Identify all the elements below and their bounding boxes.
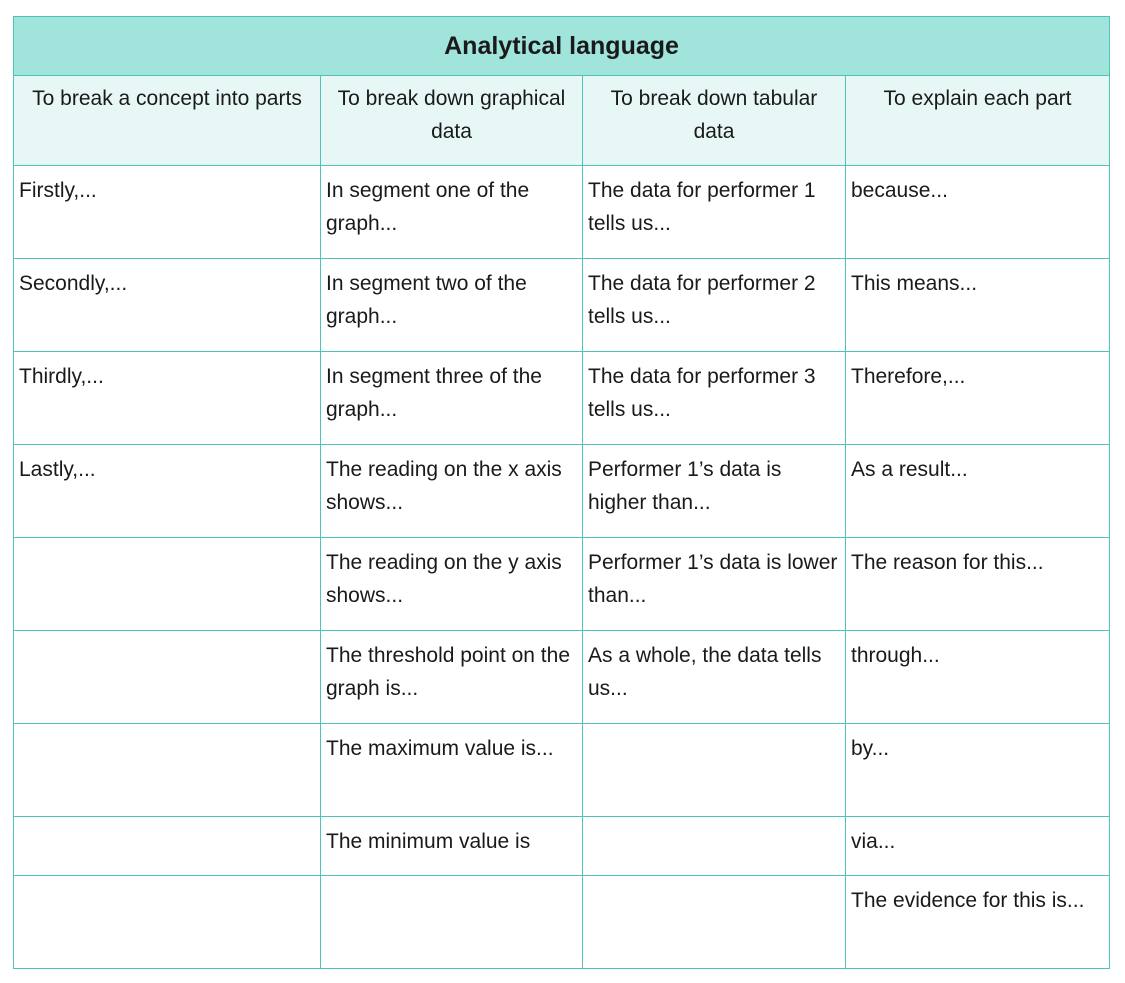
table-cell: Secondly,... bbox=[14, 259, 321, 352]
table-cell: because... bbox=[846, 166, 1110, 259]
table-cell: The reading on the y axis shows... bbox=[321, 538, 583, 631]
table-cell: through... bbox=[846, 631, 1110, 724]
table-cell: The minimum value is bbox=[321, 817, 583, 876]
table-cell: Performer 1’s data is higher than... bbox=[583, 445, 846, 538]
table-cell: The data for performer 2 tells us... bbox=[583, 259, 846, 352]
column-header: To break down graphical data bbox=[321, 76, 583, 166]
table-cell: Lastly,... bbox=[14, 445, 321, 538]
table-cell bbox=[14, 876, 321, 969]
table-cell: In segment two of the graph... bbox=[321, 259, 583, 352]
table-cell: In segment one of the graph... bbox=[321, 166, 583, 259]
table-row bbox=[14, 259, 1110, 352]
table-cell: The reading on the x axis shows... bbox=[321, 445, 583, 538]
table-cell bbox=[583, 724, 846, 817]
table-row bbox=[14, 538, 1110, 631]
table-cell: As a whole, the data tells us... bbox=[583, 631, 846, 724]
table-cell bbox=[14, 817, 321, 876]
column-header: To break down tabular data bbox=[583, 76, 846, 166]
table-cell: by... bbox=[846, 724, 1110, 817]
table-cell: Firstly,... bbox=[14, 166, 321, 259]
header-row bbox=[14, 76, 1110, 166]
column-header: To explain each part bbox=[846, 76, 1110, 166]
table-cell: Thirdly,... bbox=[14, 352, 321, 445]
table-cell bbox=[14, 724, 321, 817]
table-cell: As a result... bbox=[846, 445, 1110, 538]
table-cell bbox=[321, 876, 583, 969]
table-row bbox=[14, 166, 1110, 259]
table-cell: Therefore,... bbox=[846, 352, 1110, 445]
table-cell bbox=[583, 817, 846, 876]
table-cell bbox=[14, 631, 321, 724]
table-row bbox=[14, 876, 1110, 969]
table-cell bbox=[583, 876, 846, 969]
table-cell: The evidence for this is... bbox=[846, 876, 1110, 969]
table-cell: This means... bbox=[846, 259, 1110, 352]
table-row bbox=[14, 352, 1110, 445]
table-cell: The data for performer 3 tells us... bbox=[583, 352, 846, 445]
table-cell: The data for performer 1 tells us... bbox=[583, 166, 846, 259]
analytical-language-table bbox=[13, 16, 1110, 969]
table-title: Analytical language bbox=[14, 17, 1110, 76]
table-row bbox=[14, 724, 1110, 817]
table-cell: The threshold point on the graph is... bbox=[321, 631, 583, 724]
table-cell: via... bbox=[846, 817, 1110, 876]
column-header: To break a concept into parts bbox=[14, 76, 321, 166]
table-row bbox=[14, 817, 1110, 876]
table-row bbox=[14, 445, 1110, 538]
table-cell: The reason for this... bbox=[846, 538, 1110, 631]
table-cell: Performer 1’s data is lower than... bbox=[583, 538, 846, 631]
table-row bbox=[14, 631, 1110, 724]
table-cell: The maximum value is... bbox=[321, 724, 583, 817]
table-cell bbox=[14, 538, 321, 631]
table-cell: In segment three of the graph... bbox=[321, 352, 583, 445]
